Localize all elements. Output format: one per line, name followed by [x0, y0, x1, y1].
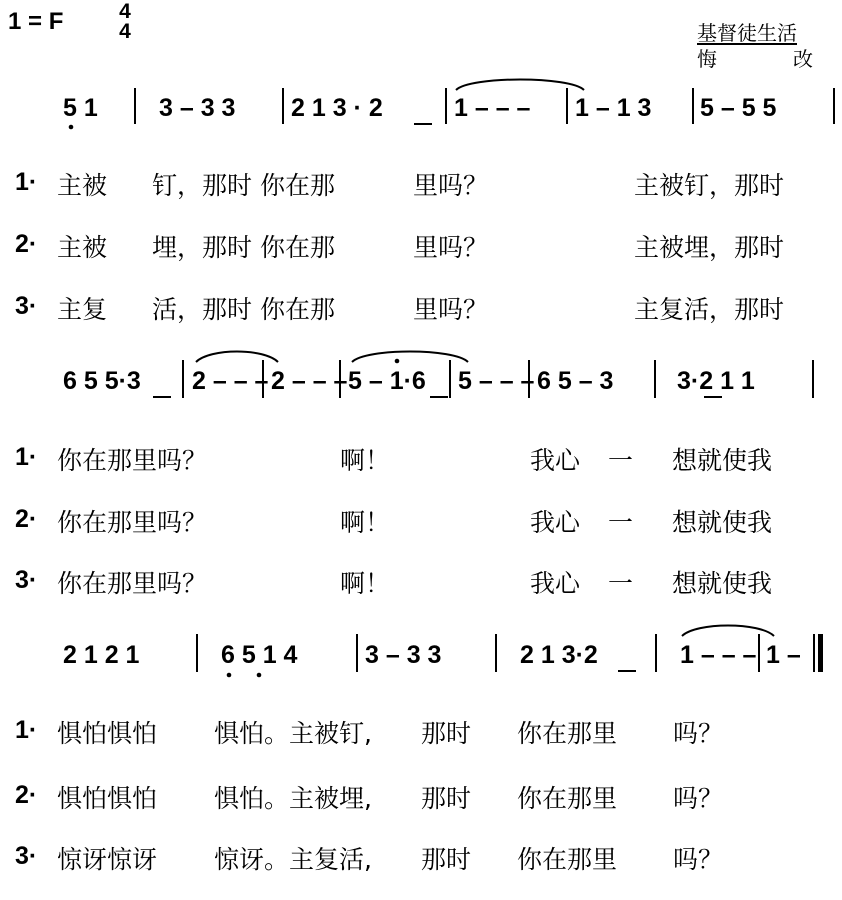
lyric: 钉，那时 你在那 [152, 171, 335, 200]
lyric: 惧怕。主被埋, [214, 784, 372, 813]
measure: 1 – – – [454, 94, 531, 122]
verse-number: 2· [15, 781, 38, 809]
verse-number: 3· [15, 566, 38, 594]
measure: 1 – – – [680, 641, 757, 669]
measure: 6 5 – 3 [537, 367, 614, 395]
lyric: 主被钉，那时 [634, 171, 785, 200]
verse-number: 1· [15, 716, 38, 744]
measure: 3·2 1 1 [677, 367, 755, 395]
lyric: 你在那里 [517, 719, 618, 748]
measure: 1 – 1 3 [575, 94, 652, 122]
low-octave-dot [69, 125, 74, 130]
song-source: 基督徒生活 [697, 21, 797, 45]
verse-number: 3· [15, 292, 38, 320]
lyric: 吗？ [673, 784, 724, 813]
lyric: 惧怕惧怕 [57, 719, 158, 748]
measure: 3 – 3 3 [159, 94, 236, 122]
verse-number: 1· [15, 168, 38, 196]
arranger-char-2: 改 [793, 47, 813, 71]
lyric: 你在那里吗？ [57, 569, 208, 598]
lyric: 一 [608, 569, 634, 598]
lyric: 惊讶惊讶 [57, 845, 158, 874]
lyric: 想就使我 [672, 569, 773, 598]
lyric: 主被埋，那时 [634, 233, 785, 262]
lyric: 那时 [421, 784, 472, 813]
lyric: 你在那里 [517, 845, 618, 874]
measure: 2 1 3 · 2 [291, 94, 383, 122]
low-octave-dot [257, 673, 262, 678]
lyric: 主被 [57, 233, 108, 262]
tie [196, 352, 278, 363]
lyric: 那时 [421, 845, 472, 874]
lyric: 想就使我 [672, 508, 773, 537]
lyric: 里吗？ [413, 171, 489, 200]
lyric: 一 [608, 446, 634, 475]
measure: 5 1 [63, 94, 98, 122]
lyric: 主复活，那时 [634, 295, 785, 324]
lyric: 啊！ [340, 446, 391, 475]
lyric: 主被 [57, 171, 108, 200]
lyric: 想就使我 [672, 446, 773, 475]
lyric: 活，那时 你在那 [152, 295, 335, 324]
lyric: 你在那里吗？ [57, 508, 208, 537]
lyric: 主复 [57, 295, 108, 324]
key-signature: 1 = F [8, 8, 64, 35]
lyric: 埋，那时 你在那 [152, 233, 335, 262]
measure: 5 – 5 5 [700, 94, 777, 122]
lyric: 惧怕。主被钉, [214, 719, 372, 748]
measure: 5 – 1·6 [348, 367, 426, 395]
lyric: 我心 [530, 446, 581, 475]
measure: 2 1 3·2 [520, 641, 598, 669]
low-octave-dot [227, 673, 232, 678]
lyric: 那时 [421, 719, 472, 748]
lyric: 里吗？ [413, 295, 489, 324]
lyric: 你在那里吗？ [57, 446, 208, 475]
verse-number: 3· [15, 842, 38, 870]
tie [456, 80, 584, 91]
lyric: 里吗？ [413, 233, 489, 262]
time-sig-bottom: 4 [119, 20, 131, 43]
lyric: 惊讶。主复活, [214, 845, 372, 874]
measure: 2 – – – [271, 367, 348, 395]
measure: 6 5 5·3 [63, 367, 141, 395]
lyric: 我心 [530, 569, 581, 598]
lyric: 你在那里 [517, 784, 618, 813]
measure: 6 5 1 4 [221, 641, 298, 669]
measure: 5 – – – [458, 367, 535, 395]
verse-number: 2· [15, 230, 38, 258]
measure: 2 – – – [192, 367, 269, 395]
lyric: 吗？ [673, 719, 724, 748]
measure: 3 – 3 3 [365, 641, 442, 669]
lyric: 啊！ [340, 569, 391, 598]
measure: 2 1 2 1 [63, 641, 140, 669]
verse-number: 1· [15, 443, 38, 471]
verse-number: 2· [15, 505, 38, 533]
lyric: 惧怕惧怕 [57, 784, 158, 813]
lyric: 我心 [530, 508, 581, 537]
lyric: 啊！ [340, 508, 391, 537]
final-barline [818, 634, 823, 672]
tie [682, 626, 774, 637]
high-octave-dot [395, 359, 400, 364]
lyric: 吗？ [673, 845, 724, 874]
arranger-char-1: 悔 [697, 47, 717, 71]
measure: 1 – [766, 641, 801, 669]
time-sig-top: 4 [119, 0, 131, 23]
lyric: 一 [608, 508, 634, 537]
